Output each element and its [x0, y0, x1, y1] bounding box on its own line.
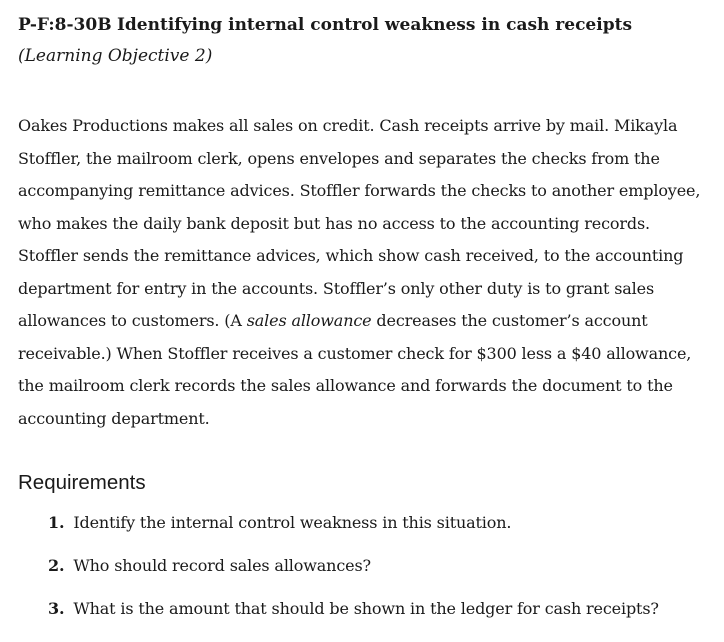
description-part-1: Oakes Productions makes all sales on credit. Cash receipts arrive by mail. Mikayla Stoffler, the mailroom clerk, opens envelopes and separates the checks from the accompanying remittance advices. Stoffler forwards the checks to another employee, who makes the daily bank deposit but has no access to the accounting records. Stoffler sends the remittance advices, which show cash received, to the accounting department for entry in the accounts. Stoffler’s only other duty is to grant sales allowances to customers. (A: [18, 116, 701, 330]
problem-page: [18, 10, 708, 642]
learning-objective: (Learning Objective 2): [18, 46, 213, 66]
requirement-item: [48, 556, 708, 576]
requirements-list: [18, 513, 708, 619]
requirement-text: Identify the internal control weakness in this situation.: [73, 513, 512, 532]
requirement-item: [48, 513, 708, 533]
requirement-number: 1.: [48, 513, 65, 532]
problem-title: [18, 10, 708, 72]
requirements-heading: Requirements: [18, 471, 146, 494]
requirement-item: [48, 599, 708, 619]
description-part-2: decreases the customer’s account receivable.) When Stoffler receives a customer check for $300 less a $40 allowance, the mailroom clerk records the sales allowance and forwards the document to the accounting department.: [18, 311, 692, 428]
requirement-number: 2.: [48, 556, 65, 575]
problem-title-text: Identifying internal control weakness in cash receipts: [116, 15, 633, 35]
requirement-text: Who should record sales allowances?: [73, 556, 371, 575]
description-emphasis: sales allowance: [246, 311, 372, 330]
problem-code: P-F:8-30B: [18, 15, 112, 35]
requirement-number: 3.: [48, 599, 65, 618]
problem-description: [18, 110, 708, 435]
requirement-text: What is the amount that should be shown in the ledger for cash receipts?: [73, 599, 659, 618]
